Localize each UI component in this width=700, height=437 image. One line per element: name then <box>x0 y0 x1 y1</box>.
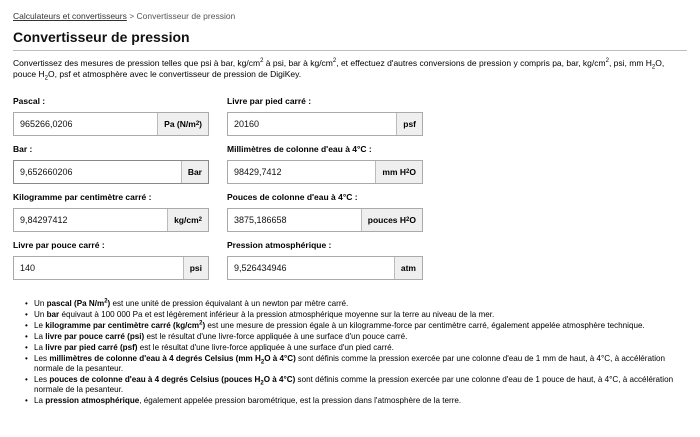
atm-field-group <box>227 240 423 280</box>
title-divider <box>13 50 687 51</box>
breadcrumb <box>13 11 235 21</box>
inh2o-label: Pouces de colonne d'eau à 4°C : <box>227 192 358 202</box>
inh2o-input[interactable] <box>228 209 361 231</box>
definition-item: • Les pouces de colonne d'eau à 4 degrés Celsius (pouces $H_2O$ à 4°C) sont définis comme la pression exercée par une colonne d'eau de 1 pouce de haut, à 4°C, à accélération normale de la pesanteur. <box>25 374 674 395</box>
bullet-marker: • <box>25 320 28 330</box>
mmh2o-field-group <box>227 144 423 184</box>
bullet-marker: • <box>25 396 28 406</box>
psf-unit: psf <box>396 113 422 135</box>
kgcm-input[interactable] <box>14 209 167 231</box>
atm-unit: atm <box>394 257 422 279</box>
pascal-unit: Pa (N/m 2 ) <box>157 113 208 135</box>
definition-item: • Un pascal (Pa $N/m^2$) est une unité de pression équivalant à un newton par mètre carré. <box>25 298 349 308</box>
mmh2o-input[interactable] <box>228 161 375 183</box>
mmh2o-unit: mm H 2 O <box>375 161 422 183</box>
breadcrumb-current: Convertisseur de pression <box>136 11 236 21</box>
psf-label: Livre par pied carré : <box>227 96 312 106</box>
psf-field-group <box>227 96 423 136</box>
bullet-marker: • <box>25 299 28 308</box>
kgcm-unit: kg/cm 2 <box>167 209 208 231</box>
definition-item: • Le kilogramme par centimètre carré $(kg/cm^2)$ est une mesure de pression égale à un kilogramme-force par centimètre carré, également appelée atmosphère technique. <box>25 320 645 330</box>
definition-item: • Un bar équivaut à 100 000 Pa et est légèrement inférieur à la pression atmosphérique moyenne sur la terre au niveau de la mer. <box>25 309 495 319</box>
definition-item: • La livre par pouce carré (psi) est le résultat d'une livre-force appliquée à une surface d'un pouce carré. <box>25 331 408 341</box>
bar-label: Bar : <box>13 144 33 154</box>
bar-input[interactable] <box>14 161 181 183</box>
atm-label: Pression atmosphérique : <box>227 240 332 250</box>
mmh2o-label: Millimètres de colonne d'eau à 4°C : <box>227 144 372 154</box>
psi-input[interactable] <box>14 257 183 279</box>
atm-input[interactable] <box>228 257 394 279</box>
intro-text: Convertissez des mesures de pression telles que psi à bar, $kg/cm^2$ à psi, bar à $kg/cm^2$, et effectuez d'autres conversions de pression y compris pa, bar, $kg/cm^2$, psi, mm $H_2O$, pouce $H_2O$, psf et atmosphère avec le convertisseur de pression de DigiKey. <box>13 58 665 82</box>
breadcrumb-link-calculators[interactable]: Calculateurs et convertisseurs <box>13 11 127 21</box>
psi-field-group <box>13 240 209 280</box>
definition-item: • La livre par pied carré (psf) est le résultat d'une livre-force appliquée à une surface d'un pied carré. <box>25 342 394 352</box>
kgcm-label: Kilogramme par centimètre carré : <box>13 192 152 202</box>
definition-item: • La pression atmosphérique, également appelée pression barométrique, est la pression dans l'atmosphère de la terre. <box>25 396 462 406</box>
inh2o-field-group <box>227 192 423 232</box>
pascal-field-group <box>13 96 209 136</box>
pascal-input[interactable] <box>14 113 157 135</box>
bullet-marker: • <box>25 331 28 341</box>
breadcrumb-separator: > <box>126 11 137 21</box>
bullet-marker: • <box>25 374 28 384</box>
psi-unit: psi <box>183 257 208 279</box>
page-title: Convertisseur de pression <box>13 29 190 45</box>
psi-label: Livre par pouce carré : <box>13 240 105 250</box>
bar-field-group <box>13 144 209 184</box>
bar-unit: Bar <box>181 161 208 183</box>
kgcm-field-group <box>13 192 209 232</box>
bullet-marker: • <box>25 342 28 352</box>
psf-input[interactable] <box>228 113 396 135</box>
definition-item: • Les millimètres de colonne d'eau à 4 degrés Celsius (mm $H_2O$ à 4°C) sont définis comme la pression exercée par une colonne d'eau de 1 mm de haut, à 4°C, à accélération normale de la pesanteur. <box>25 353 665 373</box>
definitions-list <box>25 298 684 407</box>
pascal-label: Pascal : <box>13 96 46 106</box>
inh2o-unit: pouces H 2 O <box>361 209 422 231</box>
bullet-marker: • <box>25 353 28 363</box>
bullet-marker: • <box>25 309 28 319</box>
